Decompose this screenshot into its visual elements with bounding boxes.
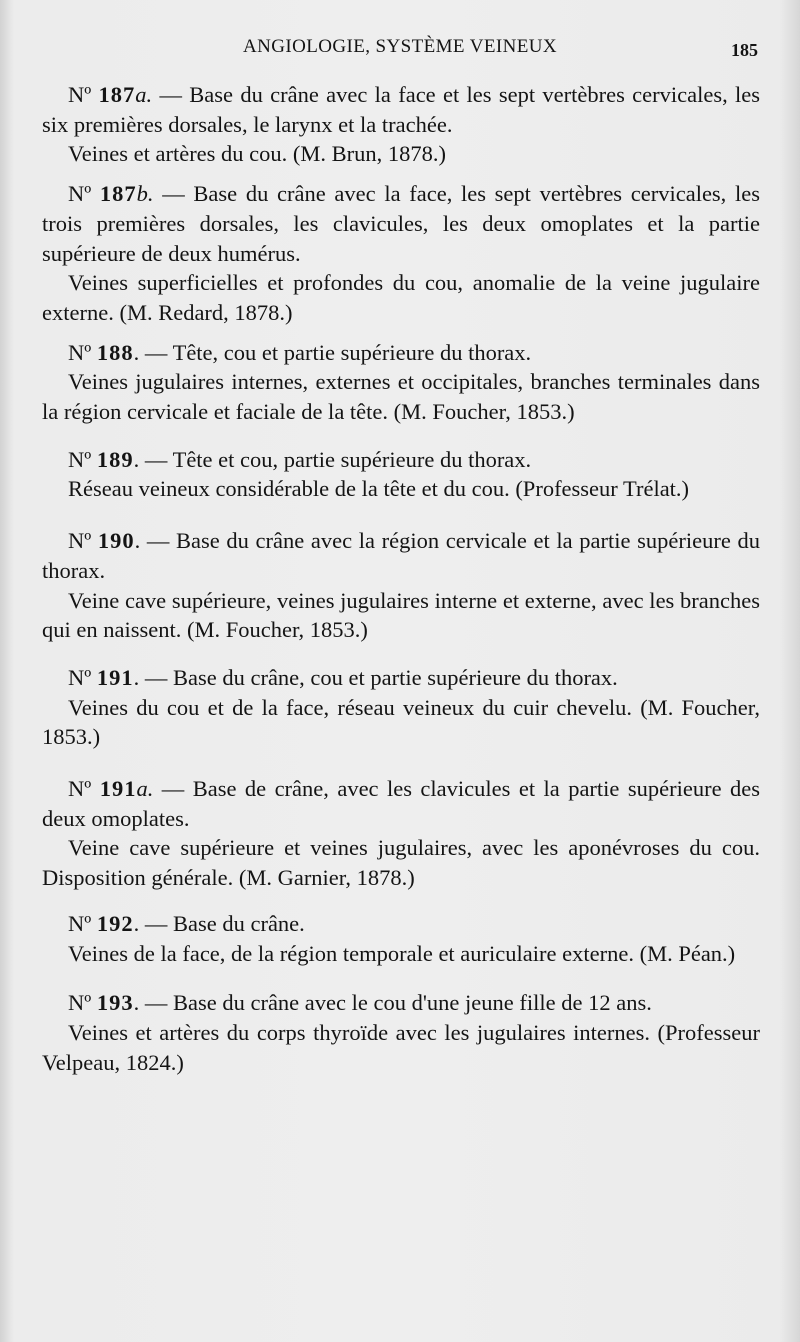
entry-number: 189 — [96, 446, 134, 472]
entry-title-text: — Tête, cou et partie supérieure du thorax. — [139, 339, 532, 365]
entry-192 — [42, 909, 760, 968]
entry-191 — [42, 663, 760, 752]
entry-title-text: — Base du crâne avec la face, les sept vertèbres cervicales, les trois premières dorsales, les clavicules, les deux omoplates et la partie supérieure de deux humérus. — [42, 181, 760, 266]
entry-suffix: . — [134, 528, 141, 554]
entry-number-prefix: Nº — [68, 776, 92, 802]
entry-title-text: — Tête et cou, partie supérieure du thorax. — [139, 446, 532, 472]
entry-description: Veine cave supérieure et veines jugulaires, avec les aponévroses du cou. Disposition générale. (M. Garnier, 1878.) — [42, 835, 760, 891]
entry-title-text: — Base du crâne avec le cou d'une jeune fille de 12 ans. — [139, 990, 652, 1016]
page-number: 185 — [731, 40, 758, 60]
entry-number: 192 — [96, 910, 134, 936]
entry-suffix: . — [133, 446, 140, 472]
page-header — [0, 34, 800, 66]
entry-title-text: — Base de crâne, avec les clavicules et la partie supérieure des deux omoplates. — [42, 776, 760, 831]
entry-number: 187 — [98, 82, 136, 107]
entry-189 — [42, 445, 760, 504]
entry-suffix: a. — [136, 776, 154, 802]
entry-title — [42, 179, 760, 268]
entry-description: Veines et artères du corps thyroïde avec les jugulaires internes. (Professeur Velpeau, 1824.) — [42, 1019, 760, 1075]
entry-suffix: a. — [135, 82, 153, 107]
running-title: ANGIOLOGIE, SYSTÈME VEINEUX — [243, 36, 557, 57]
catalogue-entries — [42, 80, 760, 1087]
entry-number-prefix: Nº — [68, 664, 92, 690]
entry-title — [42, 338, 760, 368]
entry-description: Réseau veineux considérable de la tête et du cou. (Professeur Trélat.) — [68, 476, 690, 502]
entry-number: 188 — [96, 339, 134, 365]
entry-number-prefix: Nº — [68, 910, 92, 936]
entry-suffix: . — [133, 990, 140, 1016]
entry-title — [42, 774, 760, 833]
entry-190 — [42, 526, 760, 645]
entry-suffix: . — [133, 910, 140, 936]
entry-suffix: . — [133, 339, 140, 365]
entry-title-text: — Base du crâne avec la région cervicale et la partie supérieure du thorax. — [42, 528, 760, 583]
entry-title — [42, 909, 760, 939]
entry-description: Veines jugulaires internes, externes et occipitales, branches terminales dans la région cervicale et faciale de la tête. (M. Foucher, 1853.) — [42, 369, 760, 425]
entry-number-prefix: Nº — [68, 181, 92, 207]
entry-number: 191 — [99, 776, 137, 802]
entry-title — [42, 80, 760, 139]
entry-191a — [42, 774, 760, 893]
entry-title — [42, 445, 760, 475]
entry-187a — [42, 80, 760, 169]
entry-number: 193 — [96, 990, 134, 1016]
entry-title — [42, 988, 760, 1018]
entry-188 — [42, 338, 760, 427]
entry-title — [42, 526, 760, 585]
entry-number: 187 — [99, 181, 137, 207]
entry-number-prefix: Nº — [68, 528, 92, 554]
entry-number-prefix: Nº — [68, 446, 92, 472]
entry-description: Veines et artères du cou. (M. Brun, 1878.) — [68, 141, 447, 167]
entry-suffix: b. — [136, 181, 154, 207]
entry-title-text: — Base du crâne. — [139, 910, 305, 936]
entry-number-prefix: Nº — [68, 339, 92, 365]
entry-number-prefix: Nº — [68, 82, 92, 107]
entry-number: 191 — [96, 664, 134, 690]
entry-187b — [42, 179, 760, 328]
entry-description: Veines superficielles et profondes du cou, anomalie de la veine jugulaire externe. (M. Redard, 1878.) — [42, 270, 760, 325]
entry-description: Veines de la face, de la région temporale et auriculaire externe. (M. Péan.) — [68, 940, 736, 966]
entry-description: Veines du cou et de la face, réseau veineux du cuir chevelu. (M. Foucher, 1853.) — [42, 694, 760, 750]
entry-number-prefix: Nº — [68, 990, 92, 1016]
entry-title-text: — Base du crâne avec la face et les sept vertèbres cervicales, les six premières dorsales, le larynx et la trachée. — [42, 82, 760, 137]
entry-title-text: — Base du crâne, cou et partie supérieure du thorax. — [139, 664, 618, 690]
entry-number: 190 — [97, 528, 135, 554]
entry-suffix: . — [133, 664, 140, 690]
entry-description: Veine cave supérieure, veines jugulaires interne et externe, avec les branches qui en naissent. (M. Foucher, 1853.) — [42, 587, 760, 643]
entry-193 — [42, 988, 760, 1077]
entry-title — [42, 663, 760, 693]
